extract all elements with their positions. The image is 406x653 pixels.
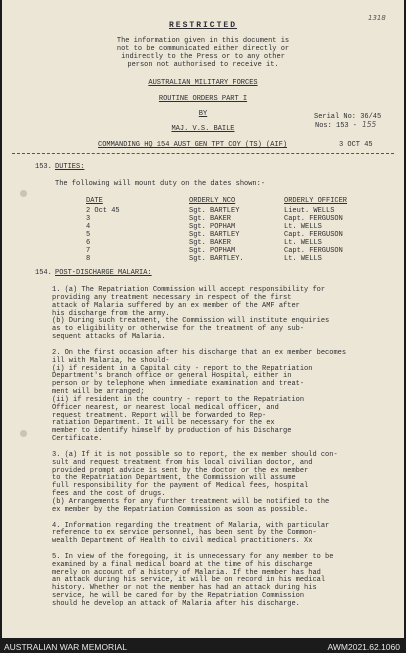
- body-line: providing any treatment necessary in respect of the first: [52, 293, 292, 302]
- order-numbers: Nos: 153 -: [315, 122, 358, 130]
- archive-name: AUSTRALIAN WAR MEMORIAL: [4, 642, 127, 652]
- duty-cell: 6: [86, 239, 91, 247]
- duty-cell: Sgt. BAKER: [189, 239, 232, 247]
- body-line: (b) During such treatment, the Commission will institute enquiries: [52, 317, 330, 326]
- notice-line: The information given in this document is: [116, 37, 290, 45]
- punch-hole: [20, 190, 27, 197]
- column-header-officer: ORDERLY OFFICER: [284, 197, 348, 205]
- divider: [12, 153, 394, 154]
- duty-cell: Capt. FERGUSON: [284, 231, 343, 239]
- archive-reference: AWM2021.62.1060: [327, 642, 400, 652]
- duty-cell: 8: [86, 255, 91, 263]
- duty-cell: Lt. WELLS: [284, 255, 322, 263]
- body-line: ex member by the Repatriation Commission as soon as possible.: [52, 505, 309, 514]
- section-number: 154.: [35, 269, 52, 277]
- body-line: reference to ex service personnel, has been sent by the Common-: [52, 529, 317, 538]
- duty-cell: Lt. WELLS: [284, 223, 322, 231]
- body-line: sequent attacks of Malaria.: [52, 333, 166, 342]
- body-line: member to identify himself by production of his Discharge: [52, 427, 292, 436]
- body-line: fees and the cost of drugs.: [52, 490, 166, 499]
- body-line: wealth Department of Health to civil medical practitioners. Xx: [52, 537, 313, 546]
- document-page: [2, 0, 404, 638]
- punch-hole: [20, 430, 27, 437]
- duty-cell: Sgt. POPHAM: [189, 223, 236, 231]
- order-date: 3 OCT 45: [339, 141, 373, 149]
- body-line: ment will be arranged;: [52, 388, 145, 397]
- section-title: DUTIES:: [55, 163, 85, 171]
- duty-cell: 4: [86, 223, 91, 231]
- section-number: 153.: [35, 163, 52, 171]
- duty-cell: 2 Oct 45: [86, 207, 120, 215]
- body-line: Officer nearest, or nearest local medical officer, and: [52, 403, 279, 412]
- duty-cell: Lt. WELLS: [284, 239, 322, 247]
- body-line: should he develop an attack of Malaria after his discharge.: [52, 600, 300, 608]
- body-line: merely on account of a history of Malaria. If the member has had: [52, 568, 321, 577]
- body-line: ill with Malaria, he should-: [52, 356, 170, 365]
- duty-cell: Sgt. POPHAM: [189, 247, 236, 255]
- body-line: Certificate.: [52, 435, 103, 444]
- notice-line: indirectly to the Press or to any other: [121, 53, 285, 61]
- handwritten-number: 155: [362, 120, 377, 129]
- duty-cell: 3: [86, 215, 91, 223]
- notice-line: not to be communicated either directly or: [116, 45, 290, 53]
- officer-name: MAJ. V.S. BAILE: [171, 125, 235, 133]
- body-line: full responsibility for the payment of Medical fees, hospital: [52, 482, 309, 491]
- body-line: to the Repatriation Department, the Commission will assume: [52, 474, 296, 483]
- duty-cell: Sgt. BARTLEY.: [189, 255, 244, 263]
- body-line: 5. In view of the foregoing, it is unnecessary for any member to be: [52, 552, 334, 561]
- duty-cell: Capt. FERGUSON: [284, 215, 343, 223]
- body-line: (i) if resident in a Capital city - report to the Repatriation: [52, 364, 313, 373]
- body-line: (ii) if resident in the country - report to the Repatriation: [52, 395, 305, 404]
- force-title: AUSTRALIAN MILITARY FORCES: [148, 79, 258, 87]
- archive-footer: [0, 640, 406, 653]
- duty-cell: Sgt. BAKER: [189, 215, 232, 223]
- body-line: request treatment. Report will be forwarded to Rep-: [52, 411, 267, 420]
- by-label: BY: [198, 110, 208, 118]
- notice-line: person not authorised to receive it.: [127, 61, 279, 69]
- section-intro: The following will mount duty on the dates shown:-: [55, 180, 266, 188]
- body-line: attack of Malaria suffered by an ex member of the AMF after: [52, 301, 300, 310]
- body-line: as to eligibility or otherwise for the treatment of any sub-: [52, 325, 305, 334]
- body-line: service, he will be cared for by the Repatriation Commission: [52, 592, 305, 601]
- duty-cell: 7: [86, 247, 91, 255]
- body-line: examined by a final medical board at the time of his discharge: [52, 560, 313, 569]
- orders-title: ROUTINE ORDERS PART I: [158, 95, 248, 103]
- body-line: person or by telephone when immediate examination and treat-: [52, 380, 305, 389]
- body-line: history. Whether or not the member has had an attack during his: [52, 584, 317, 593]
- duty-cell: Lieut. WELLS: [284, 207, 335, 215]
- body-line: 1. (a) The Repatriation Commission will accept responsibility for: [52, 286, 326, 294]
- body-line: ratiation Department. It will be necessary for the ex: [52, 419, 275, 428]
- duty-cell: 5: [86, 231, 91, 239]
- column-header-nco: ORDERLY NCO: [189, 197, 236, 205]
- column-header-date: DATE: [86, 197, 103, 205]
- section-title: POST-DISCHARGE MALARIA:: [55, 269, 152, 277]
- duty-cell: Capt. FERGUSON: [284, 247, 343, 255]
- body-line: sult and request treatment from his local civilian doctor, and: [52, 458, 313, 467]
- serial-number: Serial No: 36/45: [314, 113, 382, 121]
- unit-title: COMMANDING HQ 154 AUST GEN TPT COY (TS) (AIF): [98, 141, 288, 149]
- body-line: 3. (a) If it is not possible so to report, the ex member should con-: [52, 450, 338, 459]
- body-line: 4. Information regarding the treatment of Malaria, with particular: [52, 521, 330, 530]
- classification-heading: RESTRICTED: [168, 21, 237, 30]
- body-line: his discharge from the army.: [52, 309, 170, 318]
- handwritten-annotation: 1318: [368, 14, 386, 22]
- body-line: Department's branch office or general Hospital, either in: [52, 372, 292, 381]
- body-line: provided prompt advice is sent by the doctor or the ex member: [52, 466, 309, 475]
- body-line: (b) Arrangements for any further treatment will be notified to the: [52, 497, 330, 506]
- duty-cell: Sgt. BARTLEY: [189, 207, 240, 215]
- duty-cell: Sgt. BARTLEY: [189, 231, 240, 239]
- body-line: 2. On the first occasion after his discharge that an ex member becomes: [52, 348, 347, 357]
- body-line: an attack during his service, it will be on record in his medical: [52, 576, 326, 585]
